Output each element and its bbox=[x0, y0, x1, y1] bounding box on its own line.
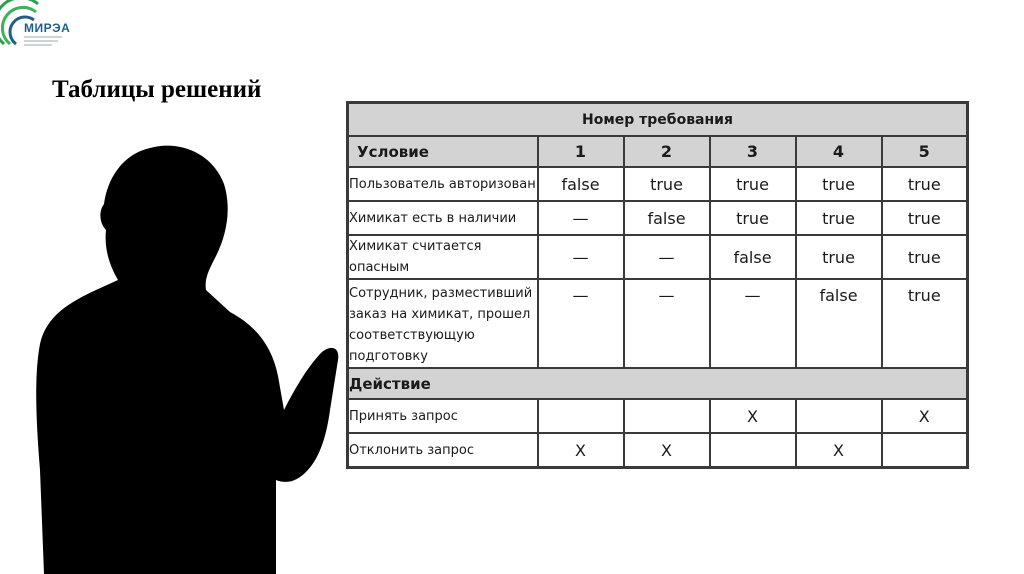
table-cell: — bbox=[710, 279, 796, 368]
condition-label: Сотрудник, разместивший заказ на химикат, прошел соответствующую подготовку bbox=[348, 279, 538, 368]
table-row bbox=[348, 399, 968, 433]
table-header: Номер требования bbox=[348, 103, 968, 137]
column-header: 1 bbox=[538, 136, 624, 167]
column-header: 3 bbox=[710, 136, 796, 167]
action-label: Отклонить запрос bbox=[348, 433, 538, 468]
table-cell: true bbox=[882, 201, 968, 235]
table-cell: — bbox=[538, 235, 624, 279]
table-cell: — bbox=[538, 201, 624, 235]
table-cell: true bbox=[624, 167, 710, 201]
action-label: Принять запрос bbox=[348, 399, 538, 433]
action-header: Действие bbox=[348, 368, 968, 399]
table-row bbox=[348, 201, 968, 235]
table-cell bbox=[710, 433, 796, 468]
condition-header: Условие bbox=[348, 136, 538, 167]
table-cell: X bbox=[624, 433, 710, 468]
table-cell: X bbox=[538, 433, 624, 468]
decision-table bbox=[346, 101, 969, 469]
condition-label: Пользователь авторизован bbox=[348, 167, 538, 201]
table-cell: false bbox=[796, 279, 882, 368]
table-cell: true bbox=[882, 279, 968, 368]
table-cell: — bbox=[624, 235, 710, 279]
table-cell: true bbox=[796, 235, 882, 279]
slide-title: Таблицы решений bbox=[52, 76, 262, 103]
table-cell: true bbox=[796, 167, 882, 201]
table-cell: false bbox=[624, 201, 710, 235]
table-cell bbox=[624, 399, 710, 433]
logo-text: МИРЭА bbox=[24, 21, 71, 35]
column-header: 4 bbox=[796, 136, 882, 167]
table-cell: — bbox=[538, 279, 624, 368]
table-cell bbox=[538, 399, 624, 433]
table-row bbox=[348, 235, 968, 279]
table-cell: X bbox=[710, 399, 796, 433]
table-cell: true bbox=[882, 167, 968, 201]
table-cell: true bbox=[710, 167, 796, 201]
person-silhouette-icon bbox=[0, 140, 340, 574]
table-cell: — bbox=[624, 279, 710, 368]
table-cell: false bbox=[710, 235, 796, 279]
table-cell bbox=[796, 399, 882, 433]
column-header: 5 bbox=[882, 136, 968, 167]
column-header: 2 bbox=[624, 136, 710, 167]
table-cell bbox=[882, 433, 968, 468]
condition-label: Химикат есть в наличии bbox=[348, 201, 538, 235]
table-cell: X bbox=[796, 433, 882, 468]
table-cell: true bbox=[710, 201, 796, 235]
table-cell: X bbox=[882, 399, 968, 433]
table-row bbox=[348, 279, 968, 368]
table-row bbox=[348, 167, 968, 201]
table-cell: false bbox=[538, 167, 624, 201]
logo bbox=[0, 0, 110, 52]
table-cell: true bbox=[796, 201, 882, 235]
condition-label: Химикат считается опасным bbox=[348, 235, 538, 279]
table-cell: true bbox=[882, 235, 968, 279]
table-row bbox=[348, 433, 968, 468]
